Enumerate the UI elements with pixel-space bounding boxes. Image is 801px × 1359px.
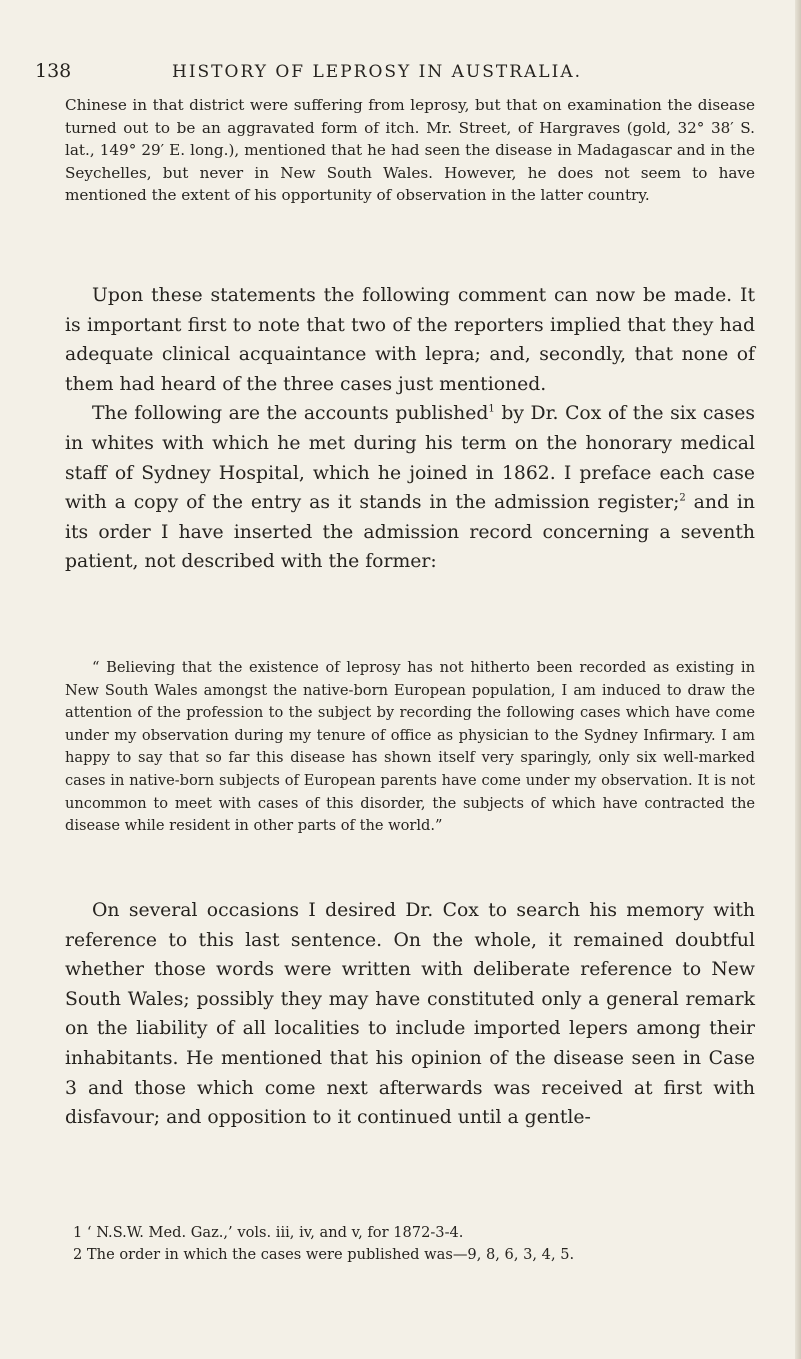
page-number: 138 <box>35 60 72 82</box>
footnote-ref-1: 1 <box>488 404 495 416</box>
block-quote <box>65 657 755 838</box>
paragraph-2: Upon these statements the following comment can now be made. It is important first to note that two of the reporters implied that they had adequate clinical acquaintance with lepra; and, secondly, that none of them had heard of the three cases just mentioned. <box>65 285 755 395</box>
paragraph-4: On several occasions I desired Dr. Cox to search his memory with reference to this last sentence. On the whole, it remained doubtful whether those words were written with deliberate reference to New South Wales; possibly they may have constituted only a general remark on the liability of all localities to include imported lepers among their inhabitants. He mentioned that his opinion of the disease seen in Case 3 and those which come next afterwards was received at first with disfavour; and opposition to it continued until a gentle- <box>65 900 755 1129</box>
footnote-ref-2: 2 <box>679 492 686 504</box>
paragraph-1: Chinese in that district were suffering from leprosy, but that on examination the disease turned out to be an aggravated form of itch. Mr. Street, of Hargraves (gold, 32° 38′ S. lat., 149° 29′ E. long.), mentioned that he had seen the disease in Madagascar and in the Seychelles, but never in New South Wales. However, he does not seem to have mentioned the extent of his opportunity of observation in the latter country. <box>65 96 755 205</box>
paragraph-intro <box>65 94 755 207</box>
main-text-2 <box>65 896 755 1133</box>
running-title: HISTORY OF LEPROSY IN AUSTRALIA. <box>172 62 582 82</box>
footnote-2: 2 The order in which the cases were published was—9, 8, 6, 3, 4, 5. <box>73 1246 575 1263</box>
footnote-1: 1 ‘ N.S.W. Med. Gaz.,’ vols. iii, iv, and v, for 1872-3-4. <box>73 1224 464 1241</box>
main-text <box>65 281 755 577</box>
page-edge <box>795 0 801 1359</box>
quote-text: “ Believing that the existence of leprosy has not hitherto been recorded as existing in New South Wales amongst the native-born European population, I am induced to draw the attention of the profession to the subject by recording the following cases which have come under my observation during my tenure of office as physician to the Sydney Infirmary. I am happy to say that so far this disease has shown itself very sparingly, only six well-marked cases in native-born subjects of European parents have come under my observation. It is not uncommon to meet with cases of this disorder, the subjects of which have contracted the disease while resident in other parts of the world.” <box>65 659 755 835</box>
paragraph-3: The following are the accounts published$^1$ by Dr. Cox of the six cases in whites with which he met during his term on the honorary medical staff of Sydney Hospital, which he joined in 1862. I preface each case with a copy of the entry as it stands in the admission register;$^2$ and in its order I have inserted the admission record concerning a seventh patient, not described with the former: <box>65 403 756 573</box>
